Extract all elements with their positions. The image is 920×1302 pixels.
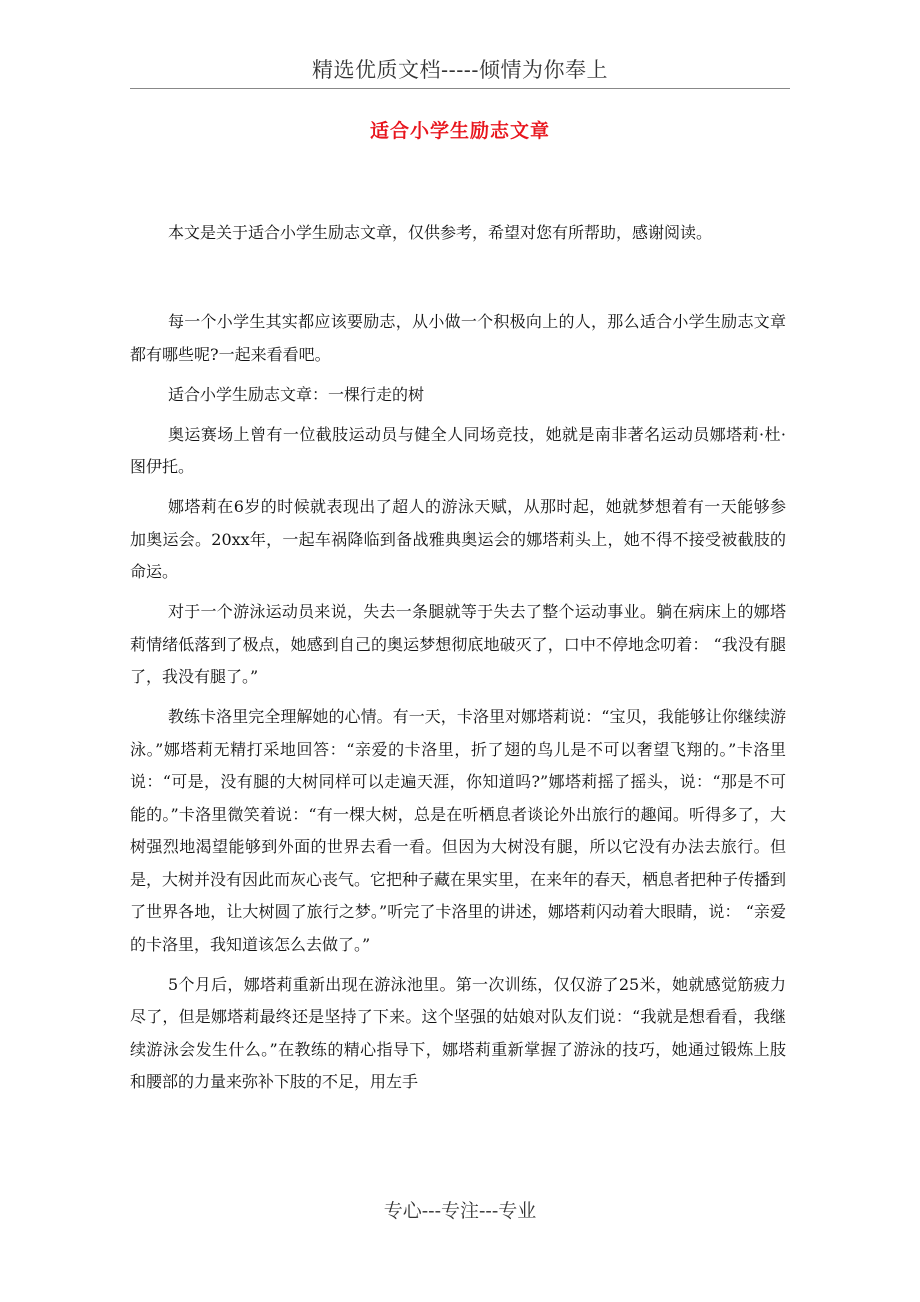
paragraph-subheading: 适合小学生励志文章：一棵行走的树 (168, 384, 425, 404)
paragraph-despair: 对于一个游泳运动员来说，失去一条腿就等于失去了整个运动事业。躺在病床上的娜塔莉情绪低落到了极点，她感到自己的奥运梦想彻底地破灭了，口中不停地念叨着： “我没有腿了，我没有腿了。” (130, 602, 786, 686)
document-title: 适合小学生励志文章 (369, 120, 550, 142)
paragraph-coach-story: 教练卡洛里完全理解她的心情。有一天，卡洛里对娜塔莉说：“宝贝，我能够让你继续游泳。”娜塔莉无精打采地回答：“亲爱的卡洛里，折了翅的鸟儿是不可以奢望飞翔的。”卡洛里说：“可是，没有腿的大树同样可以走遍天涯，你知道吗?”娜塔莉摇了摇头，说：“那是不可能的。”卡洛里微笑着说：“有一棵大树，总是在听栖息者谈论外出旅行的趣闻。听得多了，大树强烈地渴望能够到外面的世界去看一看。但因为大树没有腿，所以它没有办法去旅行。但是，大树并没有因此而灰心丧气。它把种子藏在果实里，在来年的春天，栖息者把种子传播到了世界各地，让大树圆了旅行之梦。”听完了卡洛里的讲述，娜塔莉闪动着大眼睛，说： “亲爱的卡洛里，我知道该怎么去做了。” (130, 707, 787, 954)
page-header: 精选优质文档-----倾情为你奉上 (130, 52, 790, 89)
paragraph-accident: 娜塔莉在6岁的时候就表现出了超人的游泳天赋，从那时起，她就梦想着有一天能够参加奥运会。20xx年，一起车祸降临到备战雅典奥运会的娜塔莉头上，她不得不接受被截肢的命运。 (130, 497, 786, 581)
article-body (130, 306, 786, 1106)
page-footer: 专心---专注---专业 (383, 1200, 537, 1222)
intro-paragraph: 本文是关于适合小学生励志文章，仅供参考，希望对您有所帮助，感谢阅读。 (168, 223, 713, 242)
paragraph-comeback: 5个月后，娜塔莉重新出现在游泳池里。第一次训练，仅仅游了25米，她就感觉筋疲力尽了，但是娜塔莉最终还是坚持了下来。这个坚强的姑娘对队友们说：“我就是想看看，我继续游泳会发生什么。”在教练的精心指导下，娜塔莉重新掌握了游泳的技巧，她通过锻炼上肢和腰部的力量来弥补下肢的不足，用左手 (130, 974, 786, 1091)
paragraph-olympics: 奥运赛场上曾有一位截肢运动员与健全人同场竞技，她就是南非著名运动员娜塔莉·杜·图伊托。 (130, 424, 786, 476)
paragraph-opening: 每一个小学生其实都应该要励志，从小做一个积极向上的人，那么适合小学生励志文章都有哪些呢?一起来看看吧。 (130, 312, 786, 364)
